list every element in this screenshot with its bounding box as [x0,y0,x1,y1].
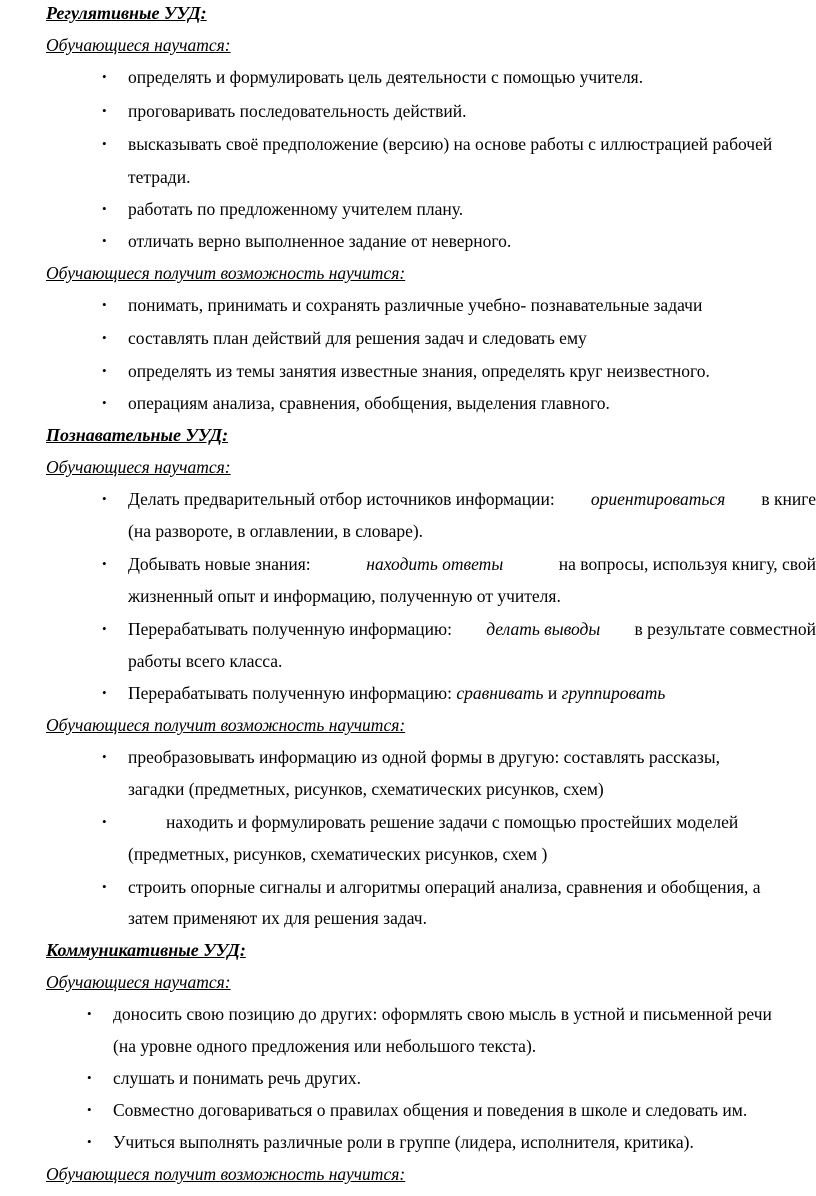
list-item: преобразовывать информацию из одной формы в другую: составлять рассказы, [128,747,720,767]
bullet: • [87,1134,92,1149]
list-item: определять и формулировать цель деятельности с помощью учителя. [128,67,644,87]
bullet: • [102,330,107,345]
bullet: • [87,1006,92,1021]
bullet: • [102,879,107,894]
list-item-continuation: работы всего класса. [128,651,283,671]
list-item: высказывать своё предположение (версию) на основе работы с иллюстрацией рабочей [128,134,773,154]
list-item: составлять план действий для решения задач и следовать ему [128,328,587,348]
bullet: • [102,297,107,312]
subheading-learn: Обучающиеся научатся: [46,972,231,992]
subheading-chance: Обучающиеся получит возможность научится: [46,263,406,283]
subheading-learn: Обучающиеся научатся: [46,457,231,477]
section-heading-regulative: Регулятивные УУД: [46,3,207,23]
subheading-chance: Обучающиеся получит возможность научится: [46,715,406,735]
subheading-chance: Обучающиеся получит возможность научится: [46,1164,406,1184]
bullet: • [102,69,107,84]
list-item-continuation: тетради. [128,167,191,187]
item-emphasis: находить ответы [366,554,504,574]
item-text: на вопросы, используя книгу, свой [558,554,816,574]
bullet: • [102,556,107,571]
list-item: операциям анализа, сравнения, обобщения, выделения главного. [128,393,610,413]
bullet: • [102,685,107,700]
bullet: • [102,103,107,118]
subheading-learn: Обучающиеся научатся: [46,35,231,55]
bullet: • [102,491,107,506]
section-heading-cognitive: Познавательные УУД: [46,425,229,445]
list-item: проговаривать последовательность действий. [128,101,467,121]
bullet: • [87,1070,92,1085]
list-item: находить и формулировать решение задачи с помощью простейших моделей [166,812,739,832]
item-text: Перерабатывать полученную информацию: [128,683,452,703]
list-item: доносить свою позицию до других: оформлять свою мысль в устной и письменной речи [113,1004,772,1024]
list-item: Совместно договариваться о правилах общения и поведения в школе и следовать им. [113,1100,748,1120]
list-item-continuation: (на развороте, в оглавлении, в словаре). [128,521,424,541]
list-item [128,488,816,510]
item-emphasis: делать выводы [486,619,601,639]
list-item [128,682,665,704]
bullet: • [102,233,107,248]
list-item: слушать и понимать речь других. [113,1068,361,1088]
list-item-continuation: загадки (предметных, рисунков, схематических рисунков, схем) [128,779,604,799]
list-item-continuation: жизненный опыт и информацию, полученную от учителя. [128,586,561,606]
bullet: • [102,363,107,378]
list-item: отличать верно выполненное задание от неверного. [128,231,512,251]
item-emphasis: группировать [561,683,666,703]
item-text: в книге [761,489,816,509]
list-item [128,618,816,640]
list-item: строить опорные сигналы и алгоритмы операций анализа, сравнения и обобщения, а [128,877,761,897]
item-text: Перерабатывать полученную информацию: [128,619,452,639]
list-item: работать по предложенному учителем плану. [128,199,464,219]
section-heading-communicative: Коммуникативные УУД: [46,940,246,960]
bullet: • [102,201,107,216]
list-item [128,553,816,575]
item-text: в результате совместной [634,619,816,639]
bullet: • [102,814,107,829]
bullet: • [102,136,107,151]
list-item-continuation: (на уровне одного предложения или небольшого текста). [113,1036,537,1056]
bullet: • [102,749,107,764]
item-emphasis: сравнивать [456,683,544,703]
list-item: определять из темы занятия известные знания, определять круг неизвестного. [128,361,710,381]
item-text: и [547,683,558,703]
list-item-continuation: (предметных, рисунков, схематических рисунков, схем ) [128,844,548,864]
list-item: понимать, принимать и сохранять различные учебно- познавательные задачи [128,295,703,315]
bullet: • [102,621,107,636]
bullet: • [87,1102,92,1117]
list-item: Учиться выполнять различные роли в группе (лидера, исполнителя, критика). [113,1132,694,1152]
item-emphasis: ориентироваться [590,489,726,509]
item-text: Добывать новые знания: [128,554,311,574]
list-item-continuation: затем применяют их для решения задач. [128,908,427,928]
item-text: Делать предварительный отбор источников информации: [128,489,555,509]
bullet: • [102,395,107,410]
